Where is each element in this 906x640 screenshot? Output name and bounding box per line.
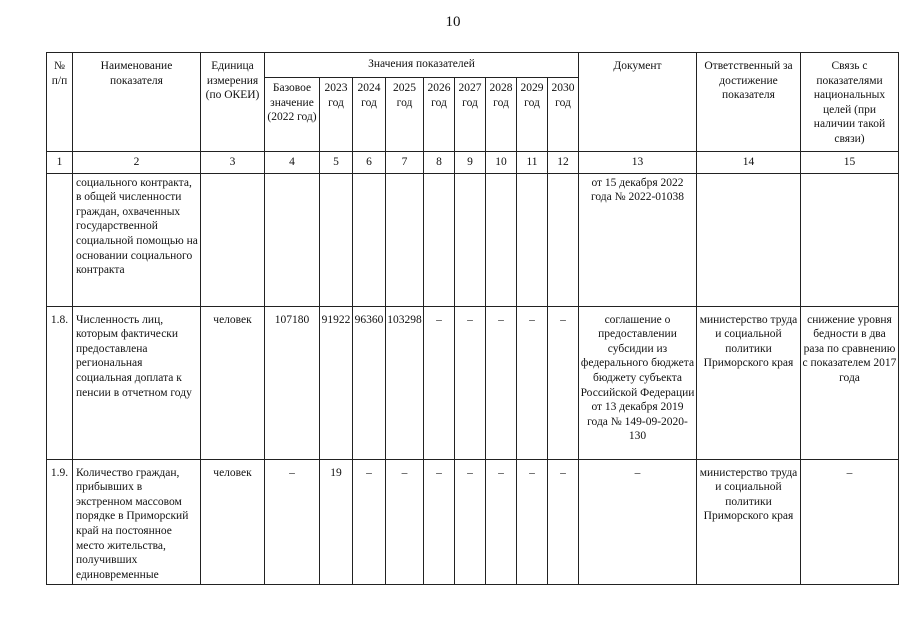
header-link: Связь с показателями национальных целей (при наличии такой связи) — [801, 53, 899, 152]
column-number: 1 — [47, 152, 73, 174]
row-responsible — [697, 173, 801, 306]
row-unit: человек — [201, 459, 265, 585]
row-value: 96360 — [353, 306, 386, 459]
header-year: 2029 год — [517, 78, 548, 152]
row-link — [801, 173, 899, 306]
column-number: 9 — [455, 152, 486, 174]
column-number: 15 — [801, 152, 899, 174]
row-value: – — [486, 306, 517, 459]
row-num: 1.9. — [47, 459, 73, 585]
row-num — [47, 173, 73, 306]
row-document: – — [579, 459, 697, 585]
header-values-group: Значения показателей — [265, 53, 579, 78]
row-value — [353, 173, 386, 306]
column-number: 7 — [386, 152, 424, 174]
indicators-table — [46, 52, 899, 585]
column-number: 8 — [424, 152, 455, 174]
row-value: 103298 — [386, 306, 424, 459]
column-number: 12 — [548, 152, 579, 174]
row-value — [455, 173, 486, 306]
column-number-row — [47, 152, 899, 174]
row-value: 91922 — [320, 306, 353, 459]
row-value — [386, 173, 424, 306]
column-number: 10 — [486, 152, 517, 174]
column-number: 14 — [697, 152, 801, 174]
header-year: 2025 год — [386, 78, 424, 152]
header-base: Базовое значение (2022 год) — [265, 78, 320, 152]
row-value — [320, 173, 353, 306]
row-value: – — [424, 306, 455, 459]
header-year: 2024 год — [353, 78, 386, 152]
row-value: – — [353, 459, 386, 585]
row-base: 107180 — [265, 306, 320, 459]
header-name: Наименование показателя — [73, 53, 201, 152]
row-unit — [201, 173, 265, 306]
row-value: – — [548, 306, 579, 459]
header-year: 2023 год — [320, 78, 353, 152]
row-num: 1.8. — [47, 306, 73, 459]
header-year: 2026 год — [424, 78, 455, 152]
row-base: – — [265, 459, 320, 585]
column-number: 3 — [201, 152, 265, 174]
header-year: 2030 год — [548, 78, 579, 152]
row-name: Численность лиц, которым фактически предоставлена региональная социальная доплата к пенсии в отчетном году — [73, 306, 201, 459]
page-number: 10 — [445, 14, 461, 30]
row-name: социального контракта, в общей численности граждан, охваченных государственной социальной помощью на основании социального контракта — [73, 173, 201, 306]
row-value: – — [517, 459, 548, 585]
row-value: 19 — [320, 459, 353, 585]
row-link: – — [801, 459, 899, 585]
header-document: Документ — [579, 53, 697, 152]
row-value: – — [517, 306, 548, 459]
row-name: Количество граждан, прибывших в экстренном массовом порядке в Приморский край на постоянное место жительства, получивших единовременные — [73, 459, 201, 585]
row-value: – — [455, 459, 486, 585]
column-number: 13 — [579, 152, 697, 174]
row-value: – — [424, 459, 455, 585]
row-value: – — [386, 459, 424, 585]
header-year: 2028 год — [486, 78, 517, 152]
column-number: 11 — [517, 152, 548, 174]
row-value: – — [486, 459, 517, 585]
row-responsible: министерство труда и социальной политики Приморского края — [697, 306, 801, 459]
table-row — [47, 306, 899, 459]
row-value — [424, 173, 455, 306]
header-year: 2027 год — [455, 78, 486, 152]
header-row — [47, 53, 899, 78]
row-document: от 15 декабря 2022 года № 2022-01038 — [579, 173, 697, 306]
row-value: – — [548, 459, 579, 585]
row-value — [486, 173, 517, 306]
row-unit: человек — [201, 306, 265, 459]
row-base — [265, 173, 320, 306]
column-number: 6 — [353, 152, 386, 174]
row-responsible: министерство труда и социальной политики Приморского края — [697, 459, 801, 585]
row-link: снижение уровня бедности в два раза по сравнению с показателем 2017 года — [801, 306, 899, 459]
header-responsible: Ответственный за достижение показателя — [697, 53, 801, 152]
table-row — [47, 173, 899, 306]
row-value — [517, 173, 548, 306]
column-number: 5 — [320, 152, 353, 174]
row-document: соглашение о предоставлении субсидии из федерального бюджета бюджету субъекта Российской Федерации от 13 декабря 2019 года № 149-09-2020-130 — [579, 306, 697, 459]
header-num: № п/п — [47, 53, 73, 152]
header-unit: Единица измерения (по ОКЕИ) — [201, 53, 265, 152]
column-number: 2 — [73, 152, 201, 174]
column-number: 4 — [265, 152, 320, 174]
row-value — [548, 173, 579, 306]
row-value: – — [455, 306, 486, 459]
table-row — [47, 459, 899, 585]
